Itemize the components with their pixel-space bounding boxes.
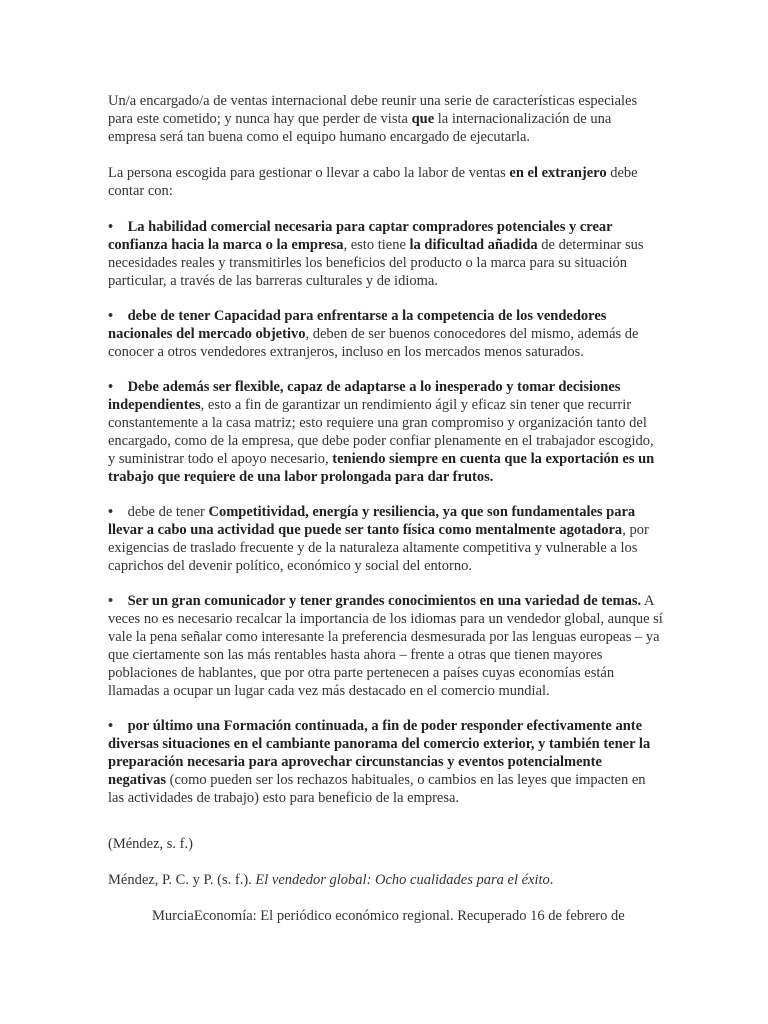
intro-paragraph bbox=[108, 92, 663, 146]
reference-entry bbox=[108, 871, 663, 889]
intro2-paragraph bbox=[108, 164, 663, 200]
reference-authors: Méndez, P. C. y P. (s. f.). bbox=[108, 872, 256, 888]
bullet-marker: • bbox=[108, 718, 114, 734]
reference-source: MurciaEconomía: El periódico económico regional. Recuperado 16 de febrero de bbox=[152, 908, 625, 924]
reference-end: . bbox=[549, 872, 554, 888]
bullet-text: , esto a fin de garantizar un rendimiento ágil y eficaz sin tener que recurrir constantemente a la casa matriz; esto requiere una gran compromiso y organización tanto del encargado, como de la empresa, que debe poder confiar plenamente en el trabajador escogido, y suministrar todo el apoyo necesario, bbox=[108, 397, 654, 467]
bullet-bold: teniendo siempre en cuenta que la exportación es un trabajo que requiere de una labor prolongada para dar frutos. bbox=[108, 451, 655, 485]
bullet-bold: Competitividad, energía y resiliencia, ya que son fundamentales para llevar a cabo una actividad que puede ser tanto física como mentalmente agotadora bbox=[108, 504, 636, 538]
bullet-bold: Ser un gran comunicador y tener grandes conocimientos en una variedad de temas. bbox=[127, 593, 642, 609]
bullet-paragraph-5 bbox=[108, 592, 663, 700]
citation: (Méndez, s. f.) bbox=[108, 836, 193, 852]
bullet-text: A veces no es necesario recalcar la importancia de los idiomas para un vendedor global, aunque sí vale la pena señalar como interesante la preferencia desmesurada por las lenguas europeas – ya que ciertamente son las más rentables hasta ahora – frente a otras que tienen mayores poblaciones de hablantes, que por otra parte pertenecen a países cuyas economías están llamadas a ocupar un lugar cada vez más destacado en el comercio mundial. bbox=[108, 593, 663, 699]
intro2-text-1: La persona escogida para gestionar o llevar a cabo la labor de ventas bbox=[108, 165, 510, 181]
bullet-text: , esto tiene bbox=[343, 237, 410, 253]
bullet-text: (como pueden ser los rechazos habituales, o cambios en las leyes que impacten en las actividades de trabajo) esto para beneficio de la empresa. bbox=[108, 772, 646, 806]
bullet-bold: por último una Formación continuada, a fin de poder responder efectivamente ante diversas situaciones en el cambiante panorama del comercio exterior, y también tener la preparación necesaria para aprovechar circunstancias y eventos potencialmente negativas bbox=[108, 718, 651, 788]
bullet-marker: • bbox=[108, 504, 114, 520]
intro-bold-1: que bbox=[411, 111, 435, 127]
bullet-marker: • bbox=[108, 308, 114, 324]
bullet-paragraph-2 bbox=[108, 307, 663, 361]
bullet-bold: Debe además ser flexible, capaz de adaptarse a lo inesperado y tomar decisiones independientes bbox=[108, 379, 621, 413]
reference-title: El vendedor global: Ocho cualidades para el éxito bbox=[255, 872, 550, 888]
bullet-marker: • bbox=[108, 379, 114, 395]
intro2-bold-1: en el extranjero bbox=[509, 165, 607, 181]
bullet-paragraph-4 bbox=[108, 503, 663, 575]
bullet-marker: • bbox=[108, 219, 114, 235]
bullet-paragraph-6 bbox=[108, 717, 663, 807]
bullet-text: , deben de ser buenos conocedores del mismo, además de conocer a otros vendedores extranjeros, incluso en los mercados menos saturados. bbox=[108, 326, 639, 360]
bullet-bold: La habilidad comercial necesaria para captar compradores potenciales y crear confianza hacia la marca o la empresa bbox=[108, 219, 613, 253]
bullet-bold: la dificultad añadida bbox=[409, 237, 538, 253]
bullet-bold: debe de tener Capacidad para enfrentarse a la competencia de los vendedores nacionales del mercado objetivo bbox=[108, 308, 607, 342]
bullet-text: debe de tener bbox=[127, 504, 209, 520]
bullet-paragraph-1 bbox=[108, 218, 663, 290]
intro-text-1: Un/a encargado/a de ventas internacional debe reunir una serie de características especiales para este cometido; y nunca hay que perder de vista bbox=[108, 93, 638, 127]
intro2-text-2: debe contar con: bbox=[108, 165, 638, 199]
bullet-text: de determinar sus necesidades reales y transmitirles los beneficios del producto o la marca para su situación particular, a través de las barreras culturales y de idioma. bbox=[108, 237, 644, 289]
bullet-text: , por exigencias de traslado frecuente y de la naturaleza altamente competitiva y vulnerable a los caprichos del devenir político, económico y social del entorno. bbox=[108, 522, 649, 574]
bullet-paragraph-3 bbox=[108, 378, 663, 486]
document-page bbox=[108, 92, 663, 925]
intro-text-2: la internacionalización de una empresa será tan buena como el equipo humano encargado de ejecutarla. bbox=[108, 111, 612, 145]
bullet-marker: • bbox=[108, 593, 114, 609]
